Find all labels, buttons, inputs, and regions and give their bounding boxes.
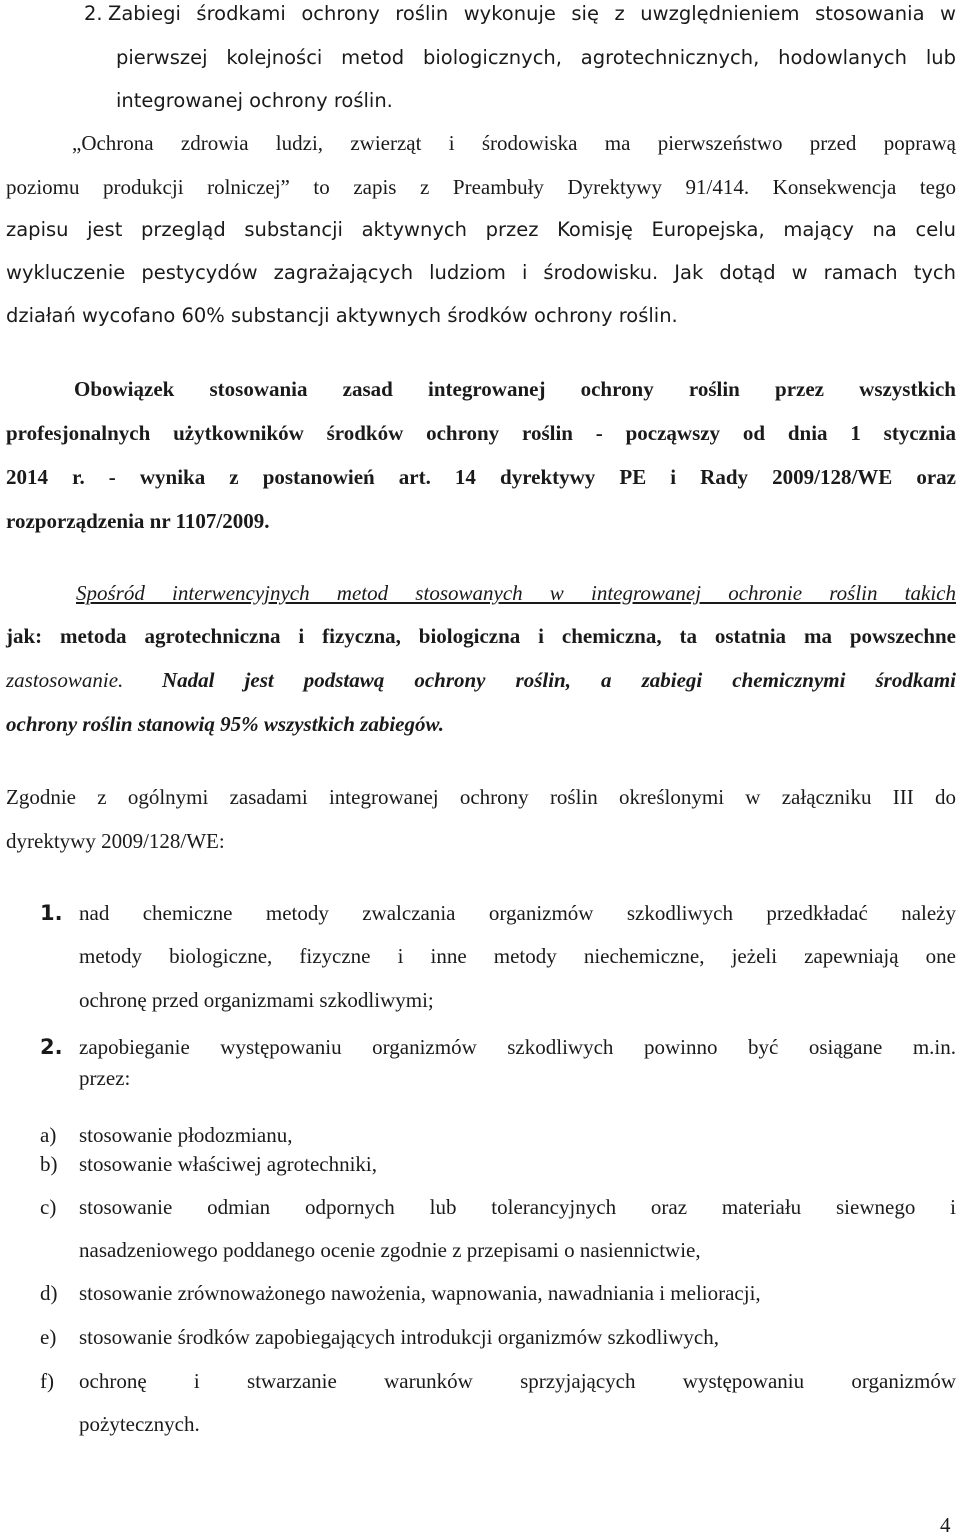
numbered-item-2-line-1: zapobieganie występowaniu organizmów szkodliwych powinno być osiągane m.in. — [79, 1035, 956, 1059]
page-number: 4 — [940, 1513, 951, 1537]
quote-line-5: działań wycofano 60% substancji aktywnych środków ochrony roślin. — [6, 304, 678, 327]
lettered-item-a-label: a) — [40, 1123, 57, 1147]
obligation-line-3: 2014 r. - wynika z postanowień art. 14 dyrektywy PE i Rady 2009/128/WE oraz — [6, 465, 956, 489]
lettered-item-f-line-1: ochronę i stwarzanie warunków sprzyjających występowaniu organizmów — [79, 1369, 956, 1393]
obligation-line-1: Obowiązek stosowania zasad integrowanej ochrony roślin przez wszystkich — [74, 377, 956, 401]
quote-line-1: „Ochrona zdrowia ludzi, zwierząt i środowiska ma pierwszeństwo przed poprawą — [72, 131, 956, 155]
lettered-item-a-text: stosowanie płodozmianu, — [79, 1123, 293, 1147]
quote-line-3: zapisu jest przegląd substancji aktywnych przez Komisję Europejska, mający na celu — [6, 218, 956, 241]
quote-line-2: poziomu produkcji rolniczej” to zapis z Preambuły Dyrektywy 91/414. Konsekwencja tego — [6, 175, 956, 199]
methods-line-2: jak: metoda agrotechniczna i fizyczna, biologiczna i chemiczna, ta ostatnia ma powszechne — [6, 624, 956, 648]
methods-line-1: Spośród interwencyjnych metod stosowanych w integrowanej ochronie roślin takich — [76, 581, 956, 605]
principles-line-2: dyrektywy 2009/128/WE: — [6, 829, 225, 853]
principles-line-1: Zgodnie z ogólnymi zasadami integrowanej ochrony roślin określonymi w załączniku III do — [6, 785, 956, 809]
numbered-item-1-line-2: metody biologiczne, fizyczne i inne metody niechemiczne, jeżeli zapewniają one — [79, 944, 956, 968]
lettered-item-c-line-2: nasadzeniowego poddanego ocenie zgodnie z przepisami o nasiennictwie, — [79, 1238, 701, 1262]
numbered-item-1-number: 1. — [40, 901, 63, 925]
lettered-item-e-label: e) — [40, 1325, 57, 1349]
numbered-item-2-line-2: przez: — [79, 1066, 131, 1090]
numbered-item-1-line-3: ochronę przed organizmami szkodliwymi; — [79, 988, 434, 1012]
methods-line-3b: Nadal jest podstawą ochrony roślin, a zabiegi chemicznymi środkami — [162, 668, 956, 692]
intro-number: 2. — [84, 2, 103, 25]
lettered-item-c-line-1: stosowanie odmian odpornych lub tolerancyjnych oraz materiału siewnego i — [79, 1195, 956, 1219]
lettered-item-f-label: f) — [40, 1369, 54, 1393]
intro-line-1: Zabiegi środkami ochrony roślin wykonuje się z uwzględnieniem stosowania w — [108, 2, 956, 25]
lettered-item-f-line-2: pożytecznych. — [79, 1412, 200, 1436]
intro-line-3: integrowanej ochrony roślin. — [116, 89, 393, 112]
obligation-line-4: rozporządzenia nr 1107/2009. — [6, 509, 270, 533]
lettered-item-d-text: stosowanie zrównoważonego nawożenia, wapnowania, nawadniania i melioracji, — [79, 1281, 761, 1305]
obligation-line-2: profesjonalnych użytkowników środków ochrony roślin - począwszy od dnia 1 stycznia — [6, 421, 956, 445]
methods-line-3a: zastosowanie. — [6, 668, 124, 692]
lettered-item-e-text: stosowanie środków zapobiegających introdukcji organizmów szkodliwych, — [79, 1325, 719, 1349]
lettered-item-b-text: stosowanie właściwej agrotechniki, — [79, 1152, 377, 1176]
lettered-item-d-label: d) — [40, 1281, 58, 1305]
lettered-item-c-label: c) — [40, 1195, 57, 1219]
intro-line-2: pierwszej kolejności metod biologicznych, agrotechnicznych, hodowlanych lub — [116, 46, 956, 69]
numbered-item-2-number: 2. — [40, 1035, 63, 1059]
numbered-item-1-line-1: nad chemiczne metody zwalczania organizmów szkodliwych przedkładać należy — [79, 901, 956, 925]
methods-line-4: ochrony roślin stanowią 95% wszystkich zabiegów. — [6, 712, 444, 736]
quote-line-4: wykluczenie pestycydów zagrażających ludziom i środowisku. Jak dotąd w ramach tych — [6, 261, 956, 284]
lettered-item-b-label: b) — [40, 1152, 58, 1176]
